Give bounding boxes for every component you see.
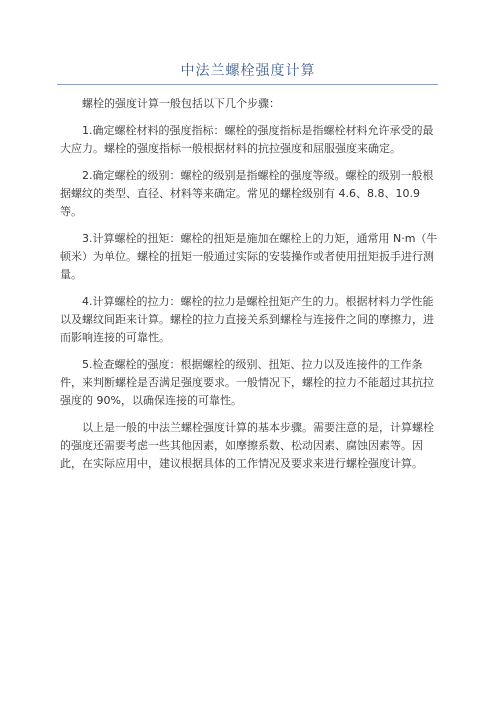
step-2-paragraph: 2.确定螺栓的级别：螺栓的级别是指螺栓的强度等级。螺栓的级别一般根据螺纹的类型、直径、材料等来确定。常见的螺栓级别有 4.6、8.8、10.9 等。 <box>60 169 434 218</box>
intro-paragraph: 螺栓的强度计算一般包括以下几个步骤： <box>82 97 280 110</box>
step-4-paragraph: 4.计算螺栓的拉力：螺栓的拉力是螺栓扭矩产生的力。根据材料力学性能以及螺纹间距来计算。螺栓的拉力直接关系到螺栓与连接件之间的摩擦力，进而影响连接的可靠性。 <box>60 295 434 344</box>
document-title: 中法兰螺栓强度计算 <box>180 63 316 79</box>
title-divider <box>57 84 438 85</box>
step-5-paragraph: 5.检查螺栓的强度：根据螺栓的级别、扭矩、拉力以及连接件的工作条件，来判断螺栓是否满足强度要求。一般情况下，螺栓的拉力不能超过其抗拉强度的 90%，以确保连接的可靠性。 <box>60 358 434 407</box>
step-1-paragraph: 1.确定螺栓材料的强度指标：螺栓的强度指标是指螺栓材料允许承受的最大应力。螺栓的强度指标一般根据材料的抗拉强度和屈服强度来确定。 <box>60 124 434 155</box>
document-body <box>60 95 438 482</box>
conclusion-paragraph: 以上是一般的中法兰螺栓强度计算的基本步骤。需要注意的是，计算螺栓的强度还需要考虑一些其他因素，如摩擦系数、松动因素、腐蚀因素等。因此，在实际应用中，建议根据具体的工作情况及要求来进行螺栓强度计算。 <box>60 421 434 470</box>
step-3-paragraph: 3.计算螺栓的扭矩：螺栓的扭矩是施加在螺栓上的力矩，通常用 N·m（牛顿米）为单位。螺栓的扭矩一般通过实际的安装操作或者使用扭矩扳手进行测量。 <box>60 232 438 281</box>
